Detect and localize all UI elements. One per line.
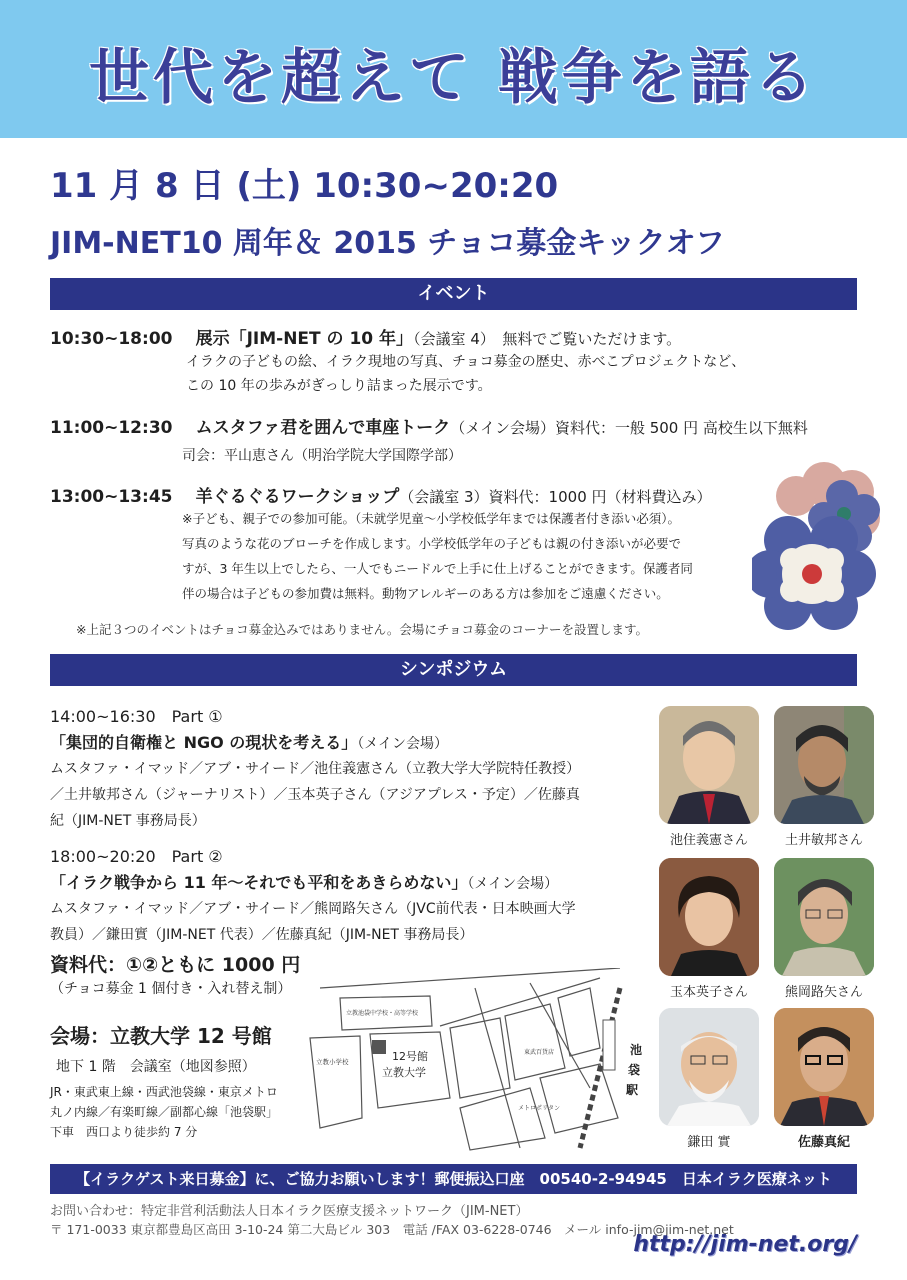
event-subtitle: JIM-NET10 周年＆ 2015 チョコ募金キックオフ <box>50 226 725 261</box>
desc-line: 伴の場合は子どもの参加費は無料。動物アレルギーのある方は参加をご遠慮ください。 <box>182 586 669 601</box>
speaker-line: 紀（JIM-NET 事務局長） <box>50 813 206 829</box>
event-date: 11 月 8 日 (土) 10:30~20:20 <box>50 166 559 206</box>
map-label-metro: メトロポリタン <box>518 1105 561 1112</box>
part2-time: 18:00~20:20 Part ② <box>50 847 223 866</box>
map-label-station-2: 袋 <box>628 1063 641 1077</box>
access-info <box>50 1082 278 1142</box>
photo-kumaoka <box>774 858 874 976</box>
map-label-mall: 東武百貨店 <box>524 1049 555 1056</box>
speaker-line: ／土井敏邦さん（ジャーナリスト）／玉本英子さん（アジアプレス・予定）／佐藤真 <box>50 787 580 803</box>
donation-banner: 【イラクゲスト来日募金】に、ご協力お願いします！郵便振込口座 00540-2-94945 日本イラク医療ネット <box>50 1164 857 1194</box>
part1-title: 「集団的自衛権と NGO の現状を考える」 <box>50 733 358 752</box>
fee-note: （チョコ募金 1 個付き・入れ替え制） <box>50 981 292 997</box>
event-2-desc: 司会：平山恵さん（明治学院大学国際学部） <box>182 448 462 464</box>
desc-line: この 10 年の歩みがぎっしり詰まった展示です。 <box>186 378 492 394</box>
desc-line: すが、3 年生以上でしたら、一人でもニードルで上手に仕上げることができます。保護者同 <box>182 561 693 576</box>
address-line: 〒 171-0033 東京都豊島区高田 3-10-24 第二大島ビル 303 電話 /FAX 03-6228-0746 メール info-jim@jim-net.net <box>50 1222 734 1237</box>
caption-ikezumi: 池住義憲さん <box>669 833 748 848</box>
part1-speakers <box>50 756 580 834</box>
caption-sato: 佐藤真紀 <box>797 1135 850 1150</box>
speaker-line: ムスタファ・イマッド／アブ・サイード／熊岡路矢さん（JVC前代表・日本映画大学 <box>50 901 576 917</box>
photo-doi <box>774 706 874 824</box>
speaker-line: ムスタファ・イマッド／アブ・サイード／池住義憲さん（立教大学大学院特任教授） <box>50 761 581 777</box>
part2-venue: （メイン会場） <box>467 876 559 892</box>
speaker-line: 教員）／鎌田實（JIM-NET 代表）／佐藤真紀（JIM-NET 事務局長） <box>50 927 474 943</box>
desc-line: ※子ども、親子での参加可能。（未就学児童～小学校低学年までは保護者付き添い必須）。 <box>182 511 680 526</box>
event-1 <box>50 324 860 349</box>
photo-sato <box>774 1008 874 1126</box>
access-line: 丸ノ内線／有楽町線／副都心線「池袋駅」 <box>50 1105 279 1119</box>
event-time: 10:30~18:00 <box>50 329 173 349</box>
photo-ikezumi <box>659 706 759 824</box>
venue-map <box>300 968 650 1158</box>
map-label-building: 12号館 <box>392 1050 428 1063</box>
event-3-desc <box>182 506 693 606</box>
part2-title-row <box>50 870 558 893</box>
contact-line: お問い合わせ：特定非営利活動法人日本イラク医療支援ネットワーク（JIM-NET） <box>50 1204 529 1219</box>
map-label-station-3: 駅 <box>626 1083 639 1097</box>
caption-kamata: 鎌田 實 <box>687 1135 731 1150</box>
venue-title: 会場：立教大学 12 号館 <box>50 1024 272 1048</box>
fee: 資料代：①②ともに 1000 円 <box>50 954 301 976</box>
desc-line: 写真のような花のブローチを作成します。小学校低学年の子どもは親の付き添いが必要で <box>182 536 682 551</box>
event-title: 展示「JIM-NET の 10 年」 <box>195 329 414 349</box>
caption-doi: 土井敏邦さん <box>784 833 863 848</box>
map-label-station-1: 池 <box>630 1043 643 1057</box>
symposium-heading: シンポジウム <box>50 654 857 686</box>
event-time: 11:00~12:30 <box>50 418 173 438</box>
part1-title-row <box>50 730 448 753</box>
desc-line: イラクの子どもの絵、イラク現地の写真、チョコ募金の歴史、赤べこプロジェクトなど、 <box>186 354 746 370</box>
access-line: 下車 西口より徒歩約 7 分 <box>50 1125 198 1139</box>
map-label-university: 立教大学 <box>382 1066 426 1079</box>
event-detail: （会議室 3）資料代：1000 円（材料費込み） <box>399 488 712 506</box>
map-label-school: 立教池袋中学校・高等学校 <box>346 1010 419 1017</box>
access-line: JR・東武東上線・西武池袋線・東京メトロ <box>50 1085 278 1099</box>
event-title: 羊ぐるぐるワークショップ <box>195 487 400 507</box>
event-detail: （メイン会場）資料代：一般 500 円 高校生以下無料 <box>450 419 808 437</box>
events-heading: イベント <box>50 278 857 310</box>
building-12-marker <box>372 1040 386 1054</box>
event-1-desc <box>186 350 745 398</box>
part2-speakers <box>50 896 576 948</box>
part1-time: 14:00~16:30 Part ① <box>50 707 223 726</box>
event-title: ムスタファ君を囲んで車座トーク <box>195 418 451 438</box>
photo-kamata <box>659 1008 759 1126</box>
website-link[interactable]: http://jim-net.org/ <box>633 1232 857 1257</box>
main-title: 世代を超えて 戦争を語る <box>89 43 818 113</box>
events-note: ※上記３つのイベントはチョコ募金込みではありません。会場にチョコ募金のコーナーを設置します。 <box>76 622 648 637</box>
part2-title: 「イラク戦争から 11 年～それでも平和をあきらめない」 <box>50 873 468 892</box>
event-2 <box>50 413 870 438</box>
caption-kumaoka: 熊岡路矢さん <box>784 985 863 1000</box>
photo-tamamoto <box>659 858 759 976</box>
event-detail: （会議室 4） 無料でご覧いただけます。 <box>413 330 682 348</box>
event-time: 13:00~13:45 <box>50 487 173 507</box>
felt-flower-photo <box>752 456 882 656</box>
map-label-primary: 立教小学校 <box>316 1058 349 1066</box>
venue-floor: 地下 1 階 会議室（地図参照） <box>56 1059 256 1075</box>
caption-tamamoto: 玉本英子さん <box>669 985 748 1000</box>
part1-venue: （メイン会場） <box>357 736 449 752</box>
event-3 <box>50 482 770 507</box>
